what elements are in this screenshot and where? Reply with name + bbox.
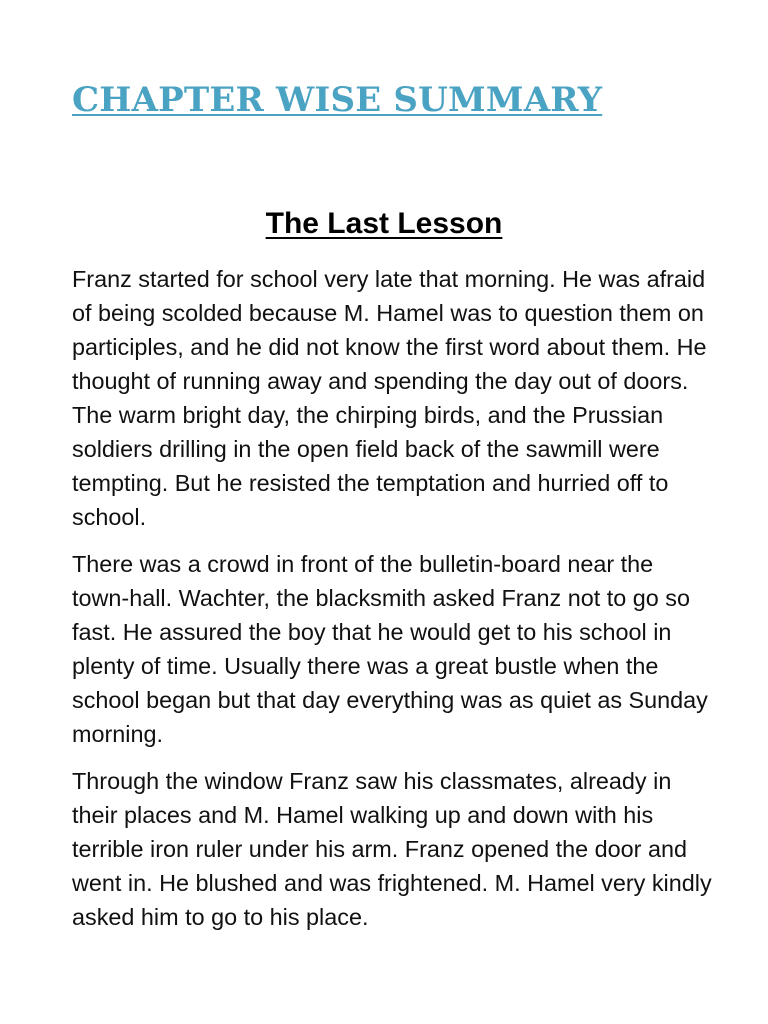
summary-paragraph-1: Franz started for school very late that morning. He was afraid of being scolded because M. Hamel was to question them on participles, and he did not know the first word about them. He thought of running away and spending the day out of doors. The warm bright day, the chirping birds, and the Prussian soldiers drilling in the open field back of the sawmill were tempting. But he resisted the temptation and hurried off to school. [72, 266, 707, 530]
summary-paragraph-2: There was a crowd in front of the bulletin-board near the town-hall. Wachter, the blacksmith asked Franz not to go so fast. He assured the boy that he would get to his school in plenty of time. Usually there was a great bustle when the school began but that day everything was as quiet as Sunday morning. [72, 551, 708, 747]
summary-paragraph-3: Through the window Franz saw his classmates, already in their places and M. Hamel walking up and down with his terrible iron ruler under his arm. Franz opened the door and went in. He blushed and was frightened. M. Hamel very kindly asked him to go to his place. [72, 768, 712, 930]
summary-body [72, 262, 712, 947]
story-title: The Last Lesson [265, 207, 503, 240]
chapter-heading: CHAPTER WISE SUMMARY [72, 80, 603, 120]
